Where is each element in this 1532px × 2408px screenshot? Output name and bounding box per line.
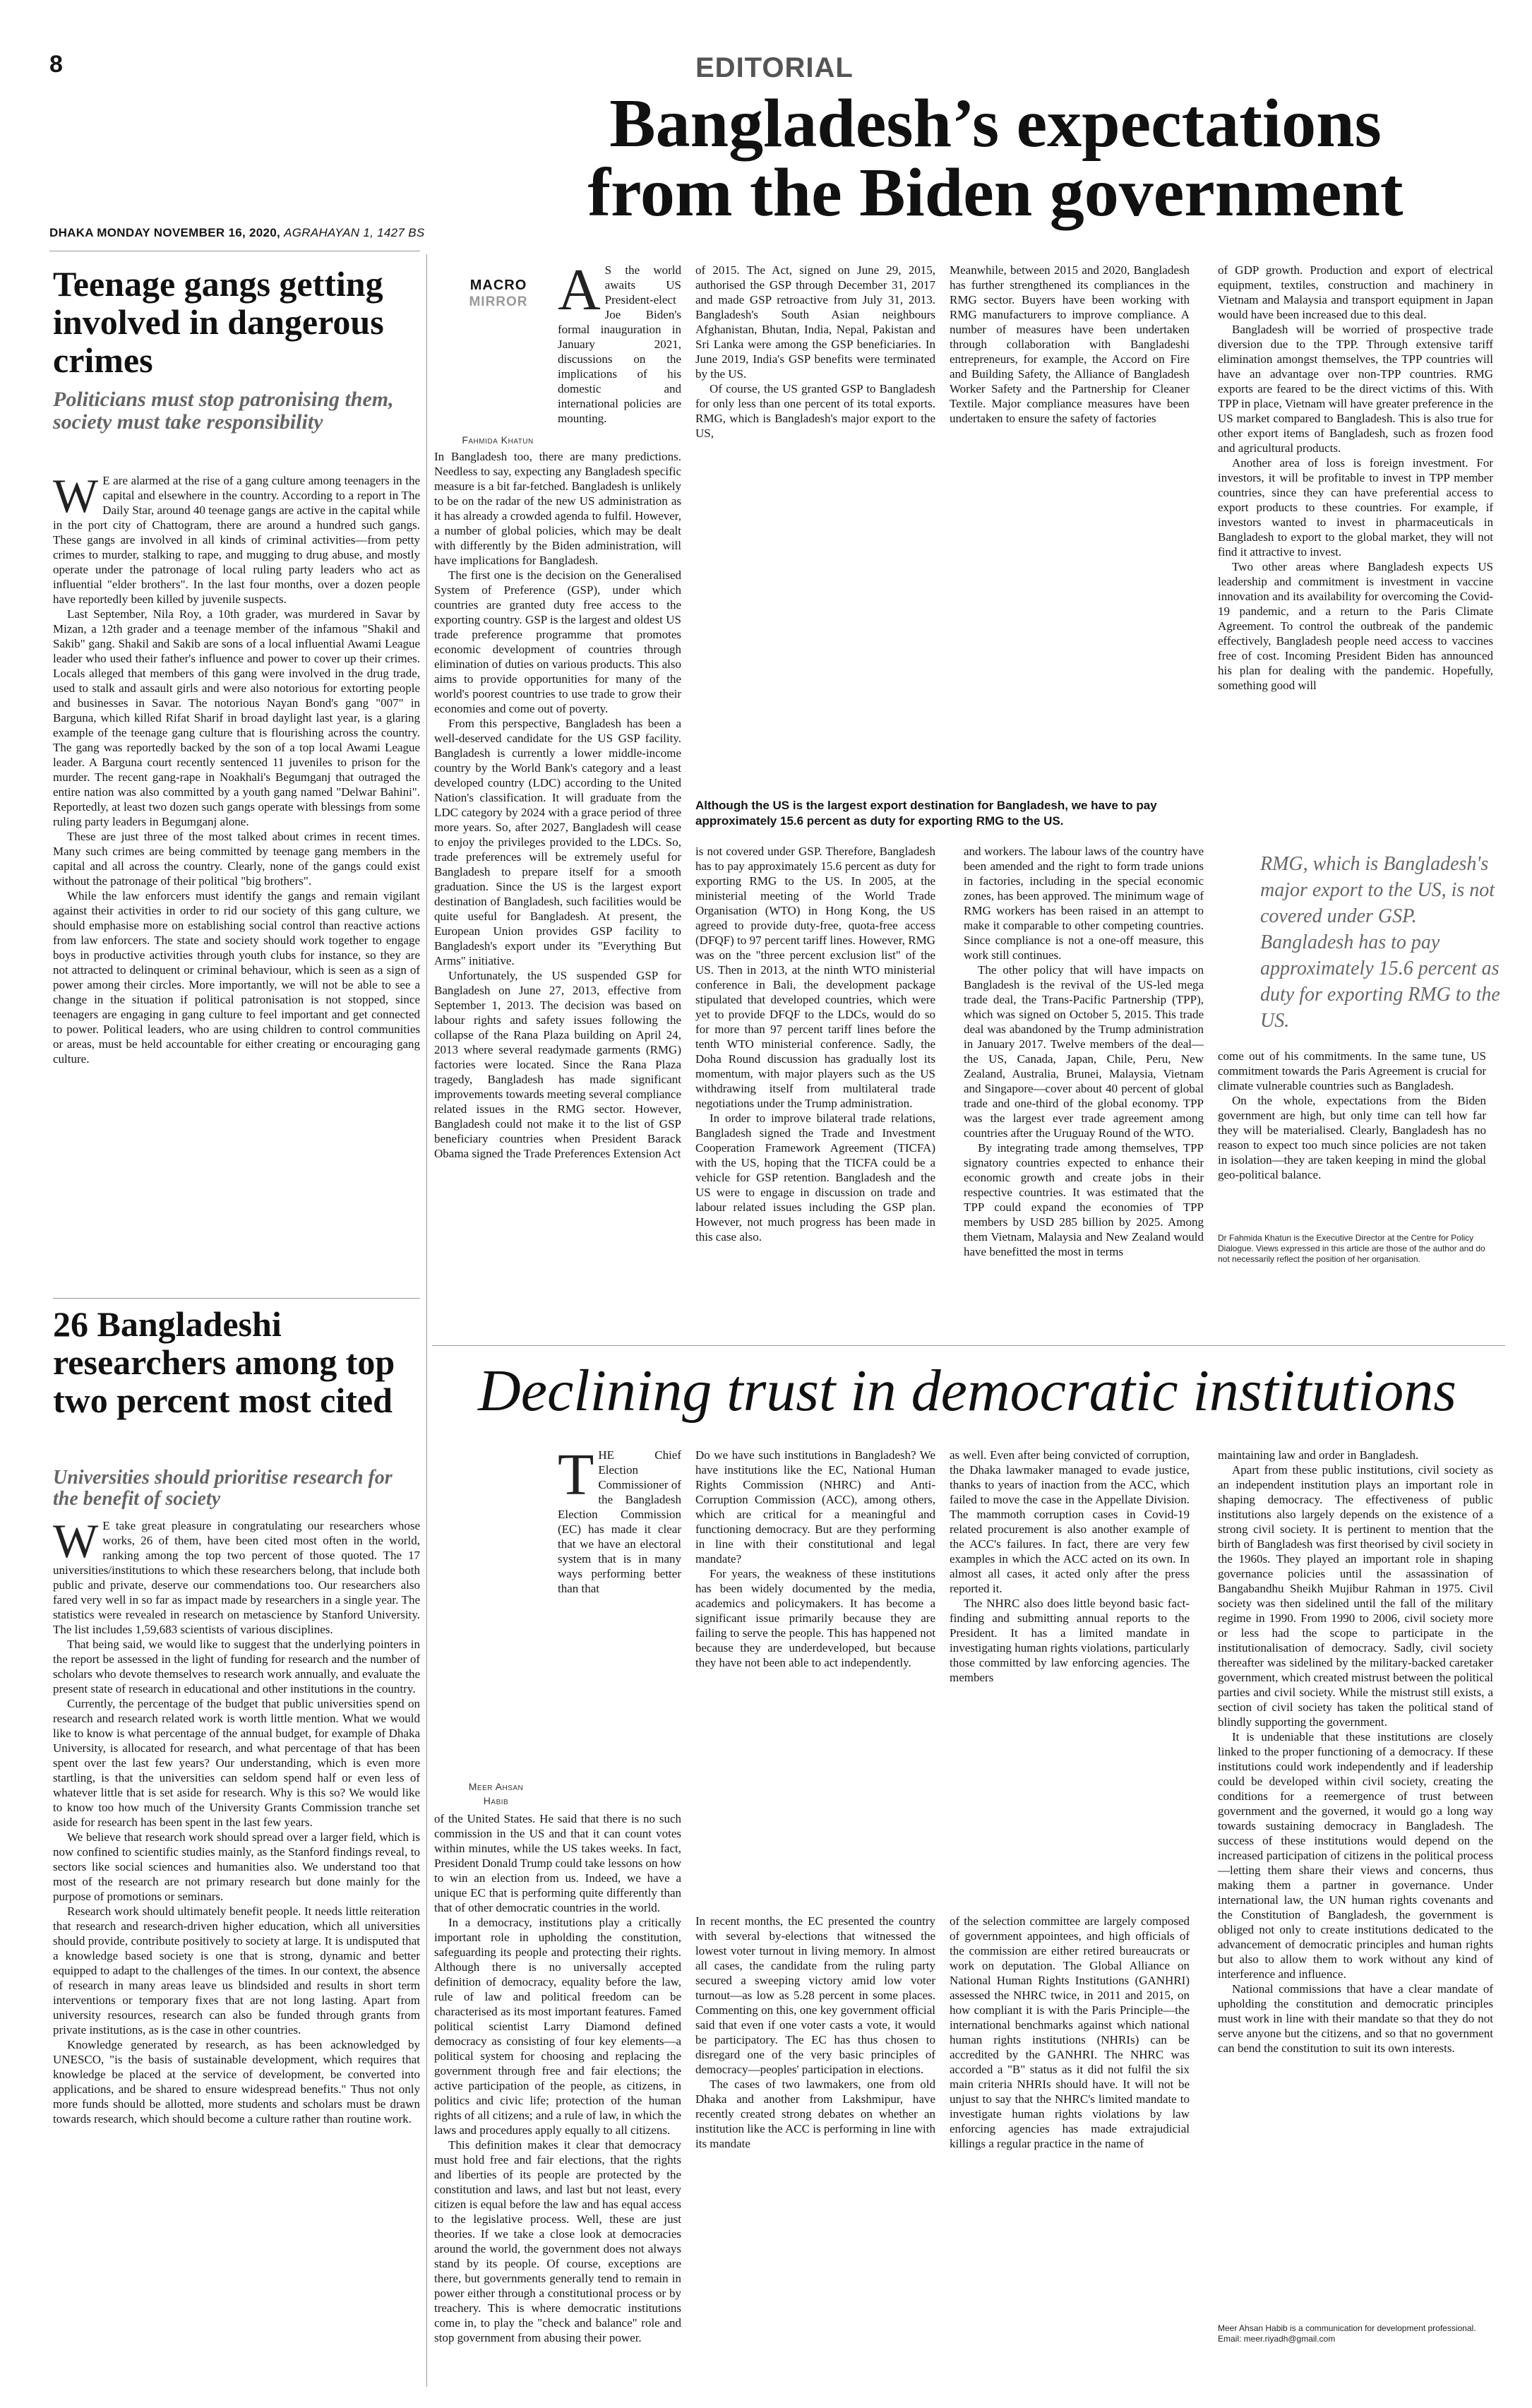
paragraph: come out of his commitments. In the same tune, US commitment towards the Paris Agreement is crucial for climate vulnerable countries such as Bangladesh. [1218, 1049, 1486, 1092]
article-column [950, 263, 1190, 506]
author-note-2: Meer Ahsan Habib is a communication for development professional. Email: meer.riyadh@gmail.com [1218, 2323, 1476, 2344]
paragraph: Meanwhile, between 2015 and 2020, Bangladesh has further strengthened its compliances in the RMG sector. Buyers have been working with RMG manufacturers to improve compliance. A number of measures have been undertaken through collaboration with Bangladeshi entrepreneurs, for example, the Accord on Fire and Building Safety, the Alliance of Bangladesh Worker Safety and the Partnership for Cleaner Textile. Major compliance measures have been undertaken to ensure the safety of factories [950, 263, 1190, 425]
paragraph: This definition makes it clear that democracy must hold free and fair elections, that the rights and liberties of its people are protected by the constitution and laws, and last but not least, every citizen is equal before the law and has equal access to the legislative process. Well, these are just theories. If we take a close look at democracies around the world, the government does not always stand by its people. Of course, exceptions are there, but governments generally tend to remain in power either through a constitutional process or by treachery. This is where democratic institutions come in, to play the "check and balance" role and stop government from abusing their power. [434, 2138, 681, 2344]
article-column [950, 1448, 1190, 1730]
article-column [695, 1914, 935, 2387]
article-lead-2: THE Chief Election Commissioner of the Bangladesh Election Commission (EC) has made it clear that we have an electoral system that is in many ways performing better than that [558, 1448, 681, 1595]
article-column [950, 1914, 1190, 2387]
drop-cap: A [558, 263, 601, 323]
column-kicker: MACRO [469, 278, 527, 293]
paragraph: In a democracy, institutions play a critically important role in upholding the constitution, safeguarding its people and protecting their rights. Although there is no universally accepted definition of democracy, equality before the law, rule of law and political freedom can be characterised as its most important features. Famed political scientist Larry Diamond defined democracy as consisting of four key elements—a political system for choosing and replacing the government through free and fair elections; the active participation of the people, as citizens, in politics and civic life; protection of the human rights of all citizens; and a rule of law, in which the laws and procedures apply equally to all citizens. [434, 1916, 681, 2137]
drop-cap: W [53, 473, 99, 523]
paragraph: In Bangladesh too, there are many predictions. Needless to say, expecting any Bangladesh specific measure is a bit far-fetched. Bangladesh is unlikely to be on the radar of the new US administration as it has already a crowded agenda to fulfil. However, a number of global policies, which may be dealt with differently by the Biden administration, will have implications for Bangladesh. [434, 450, 681, 567]
paragraph: as well. Even after being convicted of corruption, the Dhaka lawmaker managed to evade justice, thanks to years of inaction from the ACC, which failed to move the case in the Appellate Division. The mammoth corruption cases in Covid-19 related procurement is also another example of the ACC's failures. In fact, there are very few examples in which the ACC acted on its own. In almost all cases, it acted only after the press reported it. [950, 1448, 1190, 1595]
article-column [964, 844, 1204, 1268]
article-photo [695, 512, 1183, 791]
paragraph: The NHRC also does little beyond basic fact-finding and submitting annual reports to the President. It has a limited mandate in investigating human rights violations, particularly those committed by law enforcing agencies. The members [950, 1597, 1190, 1684]
paragraph: By integrating trade among themselves, TPP signatory countries expected to enhance their economic growth and create jobs in their respective countries. It was estimated that the TPP could expand the economies of TPP members by USD 285 billion by 2025. Among them Vietnam, Malaysia and New Zealand would have benefitted the most in terms [964, 1141, 1204, 1258]
author-note: Dr Fahmida Khatun is the Executive Director at the Centre for Policy Dialogue. Views expressed in this article are those of the author and do not necessarily reflect the position of her organisation. [1218, 1233, 1485, 1264]
paragraph: Of course, the US granted GSP to Bangladesh for only less than one percent of its total exports. RMG, which is Bangladesh's major export to the US, [695, 382, 935, 440]
paragraph: In recent months, the EC presented the country with several by-elections that witnessed the lowest voter turnout in living memory. In almost all cases, the candidate from the ruling party secured a sweeping victory amid low voter turnout—as low as 5.28 percent in some places. Commenting on this, one key government official said that even if one voter casts a vote, it would be participatory. The EC has thus chosen to disregard one of the very basic principles of democracy—peoples' participation in elections. [695, 1914, 935, 2076]
paragraph: In order to improve bilateral trade relations, Bangladesh signed the Trade and Investment Cooperation Framework Agreement (TICFA) with the US, hoping that the TICFA could be a vehicle for GSP retention. Bangladesh and the US were to engage in discussion on trade and labour related issues including the GSP plan. However, not much progress has been made in this case also. [695, 1111, 935, 1244]
editorial-body-2: W E take great pleasure in congratulating our researchers whose works, 26 of them, have been cited most often in the world, ranking among the top two percent of those quoted. The 17 universities/institutions to which these researchers belong, that include both public and private, deserve our commendations too. Our researchers also fared very well in so far as impact made by researchers in a single year. The statistics were revealed in research on metascience by Stanford University. The list includes 1,59,683 scientists of various disciplines. That being said, we would like to suggest that the underlying pointers in the report be assessed in the light of funding for research and the number of scholars who devote themselves to research work annually, and evaluate the present state of research in educational and other institutions in the country. Currently, the percentage of the budget that public universities spend on research and research related work is worth little mention. What we would like to know is what percentage of the annual budget, for example of Dhaka University, is allocated for research, and what percentage of that has been spent over the last few years? Our understanding, which is even more startling, is that the universities can seldom spend half or even less of whatever little that is set aside for research. Why is this so? We would like to know too how much of the University Grants Commission tranche set aside for research has been spent in the last few years. We believe that research work should spread over a larger field, which is now confined to scientific studies mainly, as the Stanford findings reveal, to sectors like social sciences and humanities also. We understand too that most of the research are not primary research but done mainly for the purpose of promotions or seminars. Research work should ultimately benefit people. It needs little reiteration that research and research-driven higher education, which all universities should provide, contribute positively to society at large. It is undisputed that a knowledge based society is one that is strong, dynamic and better equipped to adapt to the challenges of the times. In our context, the absence of research in many areas leave us blindsided and results in short term interventions or temporary fixes that are not long lasting. Apart from university resources, research can also be funded through grants from private institutions, as is the case in other countries. Knowledge generated by research, as has been acknowledged by UNESCO, "is the basis of sustainable development, which requires that knowledge be placed at the service of development, be converted into applications, and be shared to ensure widespread benefits." Thus not only more funds should be allotted, more students and scholars must be drawn towards research, which should become a culture rather than routine work. [53, 1518, 420, 2126]
column-kicker-sub: MIRROR [469, 294, 528, 309]
paragraph: The first one is the decision on the Generalised System of Preference (GSP), under which countries are granted duty free access to the exporting country. GSP is the largest and oldest US trade preference programme that promotes economic development of countries through elimination of duties on various products. This also aims to provide opportunities for many of the world's poorest countries to use trade to grow their economies and come out of poverty. [434, 568, 681, 715]
paragraph: of the United States. He said that there is no such commission in the US and that it can count votes within minutes, while the US takes weeks. In fact, President Donald Trump could take lessons on how to win an election from us. Indeed, we have a unique EC that is performing quite differently than that of other democratic countries in the world. [434, 1812, 681, 1914]
paragraph: of the selection committee are largely composed of government appointees, and high officials of the commission are either retired bureaucrats or work on deputation. The Global Alliance on National Human Rights Institutions (GANHRI) assessed the NHRC twice, in 2011 and 2015, on how compliant it is with the Paris Principle—the international benchmarks against which national human rights institutions (NHRIs) can be accredited by the GANHRI. The NHRC was accorded a "B" status as it did not fulfil the six main criteria NHRIs should have. It will not be unjust to say that the NHRC's limited mandate to investigate human rights violations by law enforcing agencies has made extrajudicial killings a regular practice in the name of [950, 1914, 1190, 2150]
article-column [434, 1811, 681, 2387]
article-column [695, 1448, 935, 1730]
article-image-space [695, 1744, 1190, 1903]
article-column [695, 263, 935, 506]
paragraph: Unfortunately, the US suspended GSP for Bangladesh on June 27, 2013, effective from September 1, 2013. The decision was based on labour rights and safety issues following the collapse of the Rana Plaza building on April 24, 2013 where several readymade garments (RMG) factories were located. Since the Rana Plaza tragedy, Bangladesh has made significant improvements towards meeting several compliance related issues in the RMG sector. However, Bangladesh could not make it to the list of GSP beneficiary countries when President Barack Obama signed the Trade Preferences Extension Act [434, 969, 681, 1160]
paragraph: The other policy that will have impacts on Bangladesh is the revival of the US-led mega trade deal, the Trans-Pacific Partnership (TPP), which was signed on October 5, 2015. This trade deal was abandoned by the Trump administration in January 2017. Twelve members of the deal—the US, Canada, Japan, Chile, Peru, New Zealand, Australia, Brunei, Malaysia, Vietnam and Singapore—cover about 40 percent of global trade and one-third of the global economy. TPP was the largest ever trade agreement among countries after the Uruguay Round of the WTO. [964, 963, 1204, 1140]
paragraph: of GDP growth. Production and export of electrical equipment, textiles, construction and machinery in Vietnam and Malaysia and transport equipment in Japan would have been increased due to this deal. [1218, 263, 1493, 321]
page-number: 8 [49, 51, 63, 78]
divider [53, 1298, 420, 1299]
paragraph: Two other areas where Bangladesh expects US leadership and commitment is investment in vaccine innovation and its availability for overcoming the Covid-19 pandemic, and a return to the Paris Climate Agreement. To control the outbreak of the pandemic effectively, Bangladesh people need access to vaccines free of cost. Incoming President Biden has announced his plan for dealing with the pandemic. Hopefully, something good will [1218, 560, 1493, 692]
byline: Fahmida Khatun [462, 434, 534, 446]
article-lead: A S the world awaits US President-elect Joe Biden's formal inauguration in January 2021, discussions on the implications of his domestic and international policies are mounting. [558, 263, 681, 425]
editorial-body: W E are alarmed at the rise of a gang culture among teenagers in the capital and elsewhere in the country. According to a report in The Daily Star, around 40 teenage gangs are active in the capital while in the port city of Chattogram, there are around a hundred such gangs. These gangs are involved in all kinds of criminal activities—from petty crimes to murder, stalking to rape, and mugging to drug abuse, and mostly operate under the patronage of local ruling party leaders who act as influential "elder brothers". In the last four months, over a dozen people have reportedly been killed by juvenile suspects. Last September, Nila Roy, a 10th grader, was murdered in Savar by Mizan, a 12th grader and a teenage member of the infamous "Shakil and Sakib" gang. Shakil and Sakib are sons of a local influential Awami League leader who used their father's influence and power to cover up their crimes. Locals alleged that members of this gang were involved in the drug trade, used to stalk and assault girls and were also notorious for extorting people and businesses in Savar. The notorious Nayan Bond's gang "007" in Barguna, which killed Rifat Sharif in broad daylight last year, is a glaring example of the teenage gang culture that is flourishing across the country. The gang was reportedly backed by the son of a top local Awami League leader. A Barguna court recently sentenced 11 juveniles to prison for the murder. The recent gang-rape in Noakhali's Begumganj that outraged the entire nation was also committed by a youth gang named "Delwar Bahini". Reportedly, at least two dozen such gangs operate with blessings from some ruling party leaders in Begumganj alone. These are just three of the most talked about crimes in recent times. Many such crimes are being committed by teenage gang members in the capital and all across the country. Clearly, none of the gangs could exist without the patronage of their political "big brothers". While the law enforcers must identify the gangs and remain vigilant against their activities in order to rid our society of this gang culture, we should emphasise more on establishing social control than reactive actions from law enforcers. The state and society should work together to engage boys in productive activities through youth clubs for instance, so they are not attracted to delinquent or criminal behaviour, which is seen as a sign of power among their circles. More importantly, we will not be able to see a change in the situation if political patronisation is not stopped, since teenagers are engaging in gang culture to feel important and get connected to power. Political leaders, who are using children to control communities or areas, must be held accountable for either creating or encouraging gang culture. [53, 473, 420, 1066]
paragraph: For years, the weakness of these institutions has been widely documented by the media, academics and policymakers. It has become a significant issue primarily because they are failing to serve the people. This has happened not because they are underdeveloped, but because they have not been able to act independently. [695, 1567, 935, 1669]
editorial-headline: Teenage gangs getting involved in dangerous crimes [53, 264, 384, 380]
paragraph: On the whole, expectations from the Biden government are high, but only time can tell how far they will be materialised. Clearly, Bangladesh has no reason to expect too much since policies are not taken in isolation—they are taken keeping in mind the global geo-political balance. [1218, 1094, 1486, 1181]
paragraph: Do we have such institutions in Bangladesh? We have institutions like the EC, National Human Rights Commission (NHRC) and Anti-Corruption Commission (ACC), among others, which are critical for a meaningful and functioning democracy. But are they performing in line with their constitutional and legal mandate? [695, 1448, 935, 1566]
paragraph: Another area of loss is foreign investment. For investors, it will be profitable to invest in TPP member countries, since they can have preferential access to export products to these countries. For example, if investors wanted to invest in pharmaceuticals in Bangladesh to export to the global market, they will not find it attractive to invest. [1218, 456, 1493, 559]
drop-cap: W [53, 1518, 99, 1568]
dateline: DHAKA MONDAY NOVEMBER 16, 2020, AGRAHAYAN 1, 1427 BS [49, 226, 425, 239]
editorial-dek-2: Universities should prioritise research for the benefit of society [53, 1467, 393, 1510]
article-column [1218, 1448, 1493, 2320]
paragraph: National commissions that have a clear mandate of upholding the constitution and democratic principles must work in line with their mandate so that they do not serve anyone but the citizens, and so that no government can bend the constitution to suit its own interests. [1218, 1982, 1493, 2055]
section-label: EDITORIAL [695, 52, 854, 83]
lead-headline: Bangladesh’s expectations from the Biden government [587, 85, 1404, 231]
byline-2: Meer Ahsan Habib [468, 1781, 524, 1806]
editorial-headline-2: 26 Bangladeshi researchers among top two percent most cited [53, 1304, 395, 1420]
paragraph: Apart from these public institutions, civil society as an independent institution plays an important role in shaping democracy. The effectiveness of public institutions also largely depends on the existence of a strong civil society. It is pertinent to mention that the birth of Bangladesh was first theorised by civil society in the 1960s. They played an important role in shaping governance policies until the assassination of Bangabandhu Sheikh Mujibur Rahman in 1975. Civil society was then sidelined until the fall of the military regime in 1990. From 1990 to 2006, civil society more or less had the scope to participate in the institutionalisation of democracy. Sadly, civil society thereafter was sidelined by the military-backed caretaker government, which created mistrust between the political parties and civil society. While the mistrust still exists, a section of civil society has taken the political stand of blindly supporting the government. [1218, 1463, 1493, 1729]
drop-cap: T [558, 1448, 594, 1508]
divider [432, 1345, 1505, 1346]
paragraph: Bangladesh will be worried of prospective trade diversion due to the TPP. Through extensive tariff elimination amongst themselves, the TPP countries will have an advantage over non-TPP countries. RMG exports are feared to be the direct victims of this. With TPP in place, Vietnam will have greater preference in the US market compared to Bangladesh. This is also true for other export items of Bangladesh, such as frozen food and agricultural products. [1218, 323, 1493, 455]
paragraph: From this perspective, Bangladesh has been a well-deserved candidate for the US GSP facility. Bangladesh is currently a lower middle-income country by the World Bank's category and a least developed country (LDC) according to the United Nation's classification. It will graduate from the LDC category by 2024 with a grace period of three more years. So, after 2027, Bangladesh will cease to enjoy the privileges provided to the LDCs. So, trade preferences will be extremely useful for Bangladesh to prepare itself for a smooth graduation. Since the US is the largest export destination of Bangladesh, such facilities would be quite useful for Bangladesh. At present, the European Union provides GSP facility to Bangladesh's export under its "Everything But Arms" initiative. [434, 717, 681, 967]
paragraph: It is undeniable that these institutions are closely linked to the proper functioning of a democracy. If these institutions could work independently and if leadership could be developed within civil society, creating the conditions for a reemergence of trust between government and the governed, it would go a long way towards sustaining democracy in Bangladesh. The success of these institutions would depend on the increased participation of citizens in the political process—letting them share their views and concerns, thus making them a partner in governance. Under international law, the UN human rights covenants and the Constitution of Bangladesh, the government is obliged not only to create institutions dedicated to the advancement of democratic principles and human rights but also to allow them to work without any kind of interference and influence. [1218, 1730, 1493, 1981]
article-column [1218, 1049, 1486, 1225]
photo-caption: Although the US is the largest export destination for Bangladesh, we have to pay approximately 15.6 percent as duty for exporting RMG to the US. [695, 799, 1157, 828]
editorial-dek: Politicians must stop patronising them, society must take responsibility [53, 388, 394, 434]
pull-quote: RMG, which is Bangladesh's major export to the US, is not covered under GSP. Bangladesh has to pay approximately 15.6 percent as duty for exporting RMG to the US. [1260, 853, 1500, 1032]
paragraph: The cases of two lawmakers, one from old Dhaka and another from Lakshmipur, have recently created strong debates on whether an institution like the ACC is performing in line with its mandate [695, 2078, 935, 2150]
paragraph: is not covered under GSP. Therefore, Bangladesh has to pay approximately 15.6 percent as duty for exporting RMG to the US. In 2005, at the ministerial meeting of the World Trade Organisation (WTO) in Hong Kong, the US agreed to provide duty-free, quota-free access (DFQF) to 97 percent tariff lines. However, RMG was on the "three percent exclusion list" of the US. Then in 2013, at the ninth WTO ministerial conference in Bali, the development package stipulated that developed countries, which were yet to provide DFQF to the LDCs, would do so for more than 97 percent tariff lines before the tenth WTO ministerial conference. Sadly, the Doha Round discussion has gradually lost its momentum, with major players such as the US withdrawing itself from multilateral trade negotiations under the Trump administration. [695, 845, 935, 1110]
paragraph: and workers. The labour laws of the country have been amended and the right to form trade unions in factories, including in the special economic zones, has been approved. The minimum wage of RMG workers has been raised in an attempt to make it comparable to other competing countries. Since compliance is not a one-off measure, this work still continues. [964, 845, 1204, 962]
paragraph: maintaining law and order in Bangladesh. [1218, 1448, 1419, 1462]
article-column [1218, 263, 1493, 842]
article-headline-2: Declining trust in democratic institutions [478, 1358, 1456, 1424]
paragraph: of 2015. The Act, signed on June 29, 2015, authorised the GSP through December 31, 2017 and made GSP retroactive from July 31, 2013. Bangladesh's South Asian neighbours Afghanistan, Bhutan, India, Nepal, Pakistan and Sri Lanka were among the GSP beneficiaries. In June 2019, India's GSP benefits were terminated by the US. [695, 263, 935, 381]
article-column [434, 449, 681, 1272]
article-column [695, 844, 935, 1268]
column-divider [426, 254, 427, 2387]
